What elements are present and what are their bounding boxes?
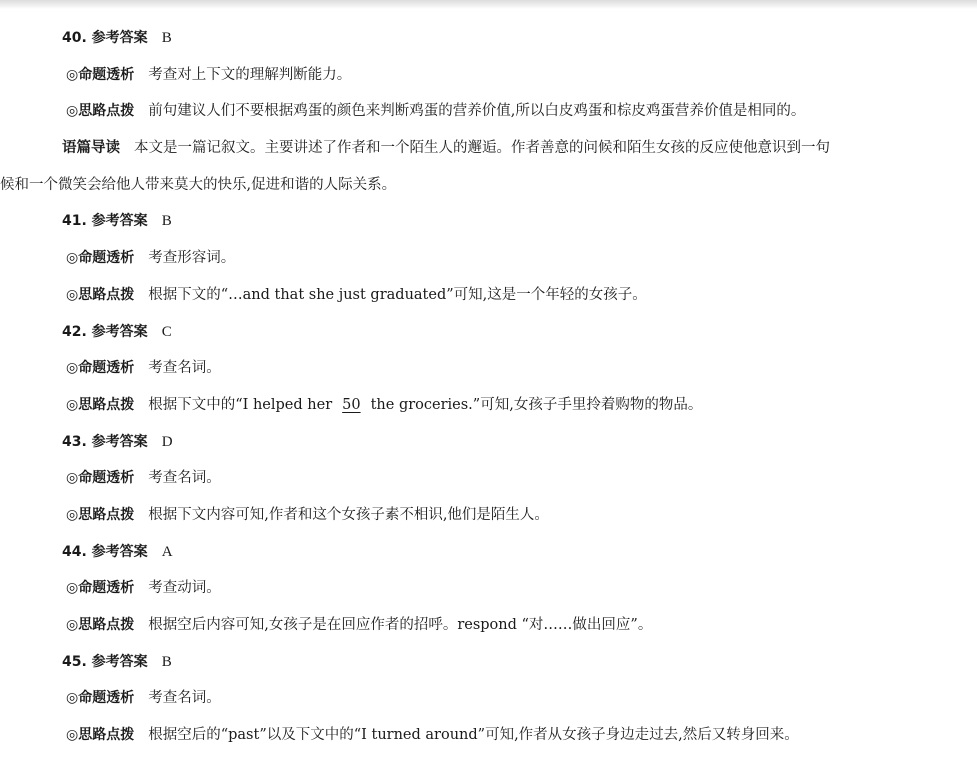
- hint-line-45: [0, 723, 977, 760]
- answer-value: B: [161, 30, 172, 46]
- point-line-41: [0, 246, 977, 283]
- answer-value: B: [161, 653, 172, 670]
- point-label: ◎命题透析: [66, 66, 135, 83]
- hint-label: ◎思路点拨: [66, 286, 135, 303]
- hint-line-42: [0, 393, 977, 430]
- hint-label: ◎思路点拨: [66, 617, 135, 633]
- point-line-45: [0, 686, 977, 723]
- hint-text-pre: 根据下文中的“I helped her: [148, 396, 333, 413]
- intro-line-1: [0, 136, 977, 173]
- point-text: 考查名词。: [148, 470, 221, 487]
- point-label: ◎命题透析: [66, 580, 135, 597]
- point-text: 考查对上下文的理解判断能力。: [148, 66, 352, 83]
- hint-line-43: [0, 503, 977, 540]
- hint-label: ◎思路点拨: [66, 506, 135, 523]
- point-text: 考查形容词。: [148, 250, 236, 267]
- answer-value: C: [161, 323, 172, 340]
- point-line-43: [0, 466, 977, 503]
- hint-text-post: the groceries.”可知,女孩子手里拎着购物的物品。: [370, 396, 703, 413]
- point-text: 考查名词。: [148, 690, 221, 707]
- hint-text: 根据下文内容可知,作者和这个女孩子素不相识,他们是陌生人。: [148, 506, 549, 523]
- answer-line-43: [0, 430, 977, 467]
- hint-label: ◎思路点拨: [66, 103, 135, 120]
- answer-line-42: [0, 320, 977, 357]
- point-line-40: [0, 63, 977, 100]
- hint-label: ◎思路点拨: [66, 727, 135, 744]
- scan-top-edge: [0, 0, 977, 9]
- hint-text: 根据空后的“past”以及下文中的“I turned around”可知,作者从女孩子身边走过去,然后又转身回来。: [148, 727, 799, 744]
- point-text: 考查动词。: [148, 580, 221, 597]
- hint-text: 根据下文的“…and that she just graduated”可知,这是一个年轻的女孩子。: [148, 286, 647, 303]
- intro-label: 语篇导读: [62, 140, 120, 157]
- answer-label: 44. 参考答案: [62, 543, 148, 560]
- answer-label: 40. 参考答案: [62, 30, 148, 46]
- answer-label: 43. 参考答案: [62, 433, 148, 450]
- answer-line-45: [0, 650, 977, 687]
- answer-label: 41. 参考答案: [62, 213, 148, 230]
- answer-line-41: [0, 209, 977, 246]
- answer-value: B: [161, 213, 172, 230]
- answer-key-page: [0, 26, 977, 760]
- answer-line-44: [0, 540, 977, 577]
- answer-value: D: [161, 433, 173, 450]
- point-label: ◎命题透析: [66, 690, 135, 707]
- intro-line-2: [0, 173, 977, 210]
- point-label: ◎命题透析: [66, 470, 135, 487]
- blank-number: 50: [342, 396, 361, 413]
- hint-text: 根据空后内容可知,女孩子是在回应作者的招呼。respond “对……做出回应”。: [148, 617, 653, 633]
- answer-label: 42. 参考答案: [62, 323, 148, 340]
- hint-text: 前句建议人们不要根据鸡蛋的颜色来判断鸡蛋的营养价值,所以白皮鸡蛋和棕皮鸡蛋营养价值是相同的。: [148, 103, 806, 120]
- hint-line-40: [0, 99, 977, 136]
- hint-label: ◎思路点拨: [66, 396, 135, 413]
- intro-text-2: 候和一个微笑会给他人带来莫大的快乐,促进和谐的人际关系。: [0, 176, 397, 193]
- point-text: 考查名词。: [148, 360, 221, 377]
- point-label: ◎命题透析: [66, 250, 135, 267]
- intro-text-1: 本文是一篇记叙文。主要讲述了作者和一个陌生人的邂逅。作者善意的问候和陌生女孩的反应使他意识到一句: [134, 140, 830, 157]
- answer-line-40: [0, 26, 977, 63]
- answer-value: A: [161, 543, 173, 560]
- hint-line-41: [0, 283, 977, 320]
- point-line-42: [0, 356, 977, 393]
- point-label: ◎命题透析: [66, 360, 135, 377]
- point-line-44: [0, 576, 977, 613]
- hint-line-44: [0, 613, 977, 650]
- answer-label: 45. 参考答案: [62, 653, 148, 670]
